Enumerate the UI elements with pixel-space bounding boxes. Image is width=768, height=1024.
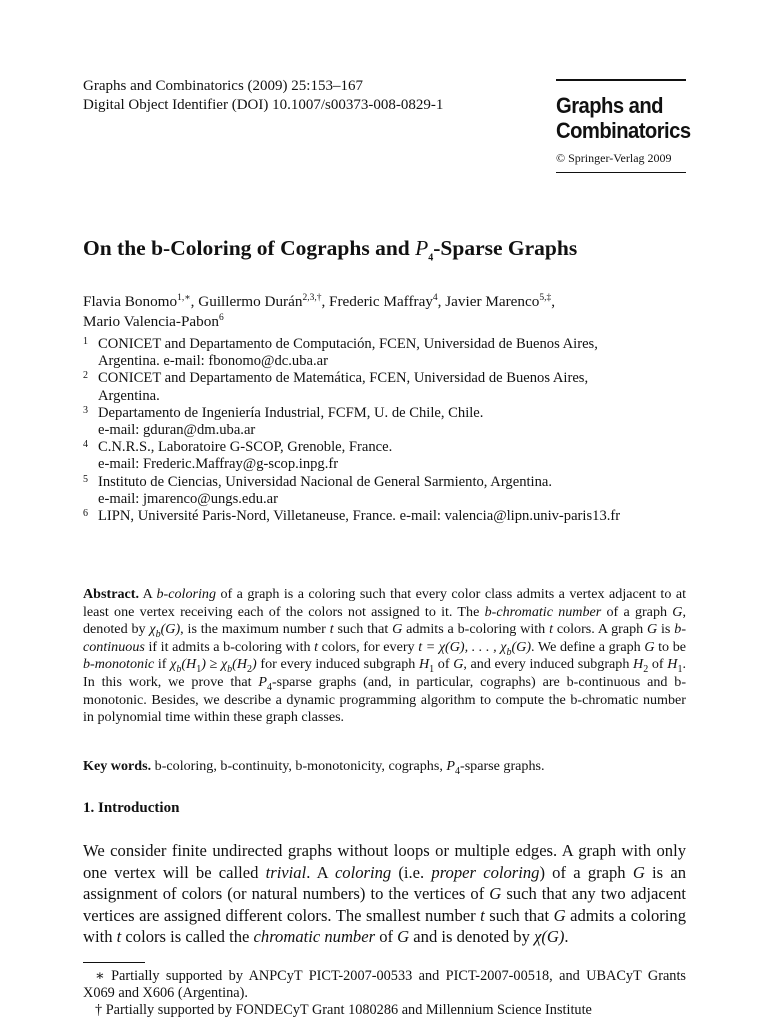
intro-text: (i.e. <box>391 862 432 882</box>
affiliation-item <box>83 336 703 370</box>
abstract-text: , and every induced subgraph <box>463 656 634 673</box>
abstract-math: H <box>418 656 430 673</box>
intro-text: and is denoted by <box>409 927 535 946</box>
affiliation-number: 4 <box>83 439 88 451</box>
affiliation-item <box>83 405 703 439</box>
affiliation-number: 6 <box>83 508 88 520</box>
abstract-term: b-monotonic <box>83 656 155 673</box>
intro-term: trivial <box>265 862 307 882</box>
abstract-math: (G) <box>511 638 532 655</box>
author-name: Flavia Bonomo <box>83 293 178 310</box>
journal-logo-line2: Combinatorics <box>556 118 691 143</box>
doi-line: Digital Object Identifier (DOI) 10.1007/s00373-008-0829-1 <box>83 97 444 113</box>
title-part-2: -Sparse Graphs <box>433 236 578 260</box>
abstract-text: if it admits a b-coloring with <box>144 638 315 655</box>
title-math-p: P <box>415 236 429 260</box>
affiliation-line: e-mail: Frederic.Maffray@g-scop.inpg.fr <box>98 456 339 473</box>
keywords-text: b-coloring, b-continuity, b-monotonicity, cographs, <box>151 758 447 774</box>
abstract-math: H <box>667 656 678 673</box>
abstract-math: (G) <box>160 621 181 638</box>
footnote-text: Partially supported by FONDECyT Grant 1080286 and Millennium Science Institute <box>102 1002 592 1018</box>
abstract-text: A <box>138 586 157 602</box>
abstract <box>83 586 686 727</box>
footnote-mark: ∗ <box>95 968 105 984</box>
keywords-math-sub: 4 <box>455 765 460 777</box>
affiliation-item <box>83 439 703 473</box>
abstract-label: Abstract. <box>83 586 139 602</box>
footnote-divider <box>83 962 145 963</box>
abstract-text: for every induced subgraph <box>256 656 419 673</box>
intro-text: . A <box>306 862 335 882</box>
intro-math: t <box>480 905 485 925</box>
affiliation-line: CONICET and Departamento de Computación, FCEN, Universidad de Buenos Aires, <box>98 336 598 352</box>
abstract-math: G <box>647 621 658 638</box>
abstract-math: (H <box>232 656 248 673</box>
affiliation-number: 1 <box>83 336 88 347</box>
abstract-math: G <box>453 656 464 673</box>
footnote-mark: † <box>95 1002 103 1018</box>
abstract-text: if <box>154 656 171 673</box>
intro-term: chromatic number <box>253 927 376 946</box>
abstract-math-sub: b <box>176 664 182 676</box>
author-affil-mark: 5,‡ <box>539 292 552 303</box>
author-affil-mark: 4 <box>432 292 438 303</box>
abstract-math-sub: 1 <box>429 664 435 676</box>
footnote-item <box>83 1002 686 1019</box>
intro-text: admits a coloring with <box>83 905 687 946</box>
author-name: , Frederic Maffray <box>321 293 433 310</box>
abstract-text: of <box>434 656 454 673</box>
abstract-math: (H <box>181 656 197 673</box>
intro-math: G <box>489 884 502 903</box>
affiliation-line: C.N.R.S., Laboratoire G-SCOP, Grenoble, France. <box>98 439 393 456</box>
section-heading: 1. Introduction <box>83 800 180 816</box>
abstract-text: to be <box>654 638 687 655</box>
intro-math: χ(G) <box>534 927 565 946</box>
intro-text: ) of a graph <box>539 862 633 882</box>
affiliation-line: Argentina. <box>98 387 160 404</box>
abstract-math: χ <box>149 621 156 638</box>
abstract-text: colors. A graph <box>552 621 647 638</box>
intro-term: coloring <box>334 862 392 882</box>
abstract-math-sub: 1 <box>196 664 202 676</box>
abstract-term: b-chromatic number <box>484 603 602 620</box>
abstract-text: . We define a graph <box>531 638 645 655</box>
author-name: , Guillermo Durán <box>190 293 303 310</box>
intro-text: . <box>564 927 569 946</box>
abstract-text: of a graph is a coloring such that every color class admits a vertex adjacent to at least one vertex receiving each of the colors not assigned to it. The <box>83 586 687 620</box>
journal-citation: Graphs and Combinatorics (2009) 25:153–167 <box>83 78 363 94</box>
abstract-math: χ <box>170 656 177 673</box>
affiliation-line: CONICET and Departamento de Matemática, FCEN, Universidad de Buenos Aires, <box>98 370 589 387</box>
author-affil-mark: 2,3,† <box>302 292 322 303</box>
affiliation-line: Instituto de Ciencias, Universidad Nacional de General Sarmiento, Argentina. <box>98 473 553 490</box>
journal-brand <box>556 79 691 173</box>
abstract-math-sub: 2 <box>643 664 649 676</box>
affiliation-line: LIPN, Université Paris-Nord, Villetaneuse, France. e-mail: valencia@lipn.univ-paris13.fr <box>98 508 621 525</box>
paper-title <box>83 236 578 264</box>
footnote-text: Partially supported by ANPCyT PICT-2007-00533 and PICT-2007-00518, and UBACyT Grants X069 and X606 (Argentina). <box>83 968 686 1001</box>
keywords-label: Key words. <box>83 758 152 774</box>
intro-text: of <box>375 927 398 946</box>
author-list <box>83 292 693 332</box>
abstract-term: b-continuous <box>83 621 687 655</box>
abstract-math-sub: 2 <box>247 664 253 676</box>
affiliation-line: e-mail: jmarenco@ungs.edu.ar <box>98 490 278 507</box>
abstract-math-sub: b <box>506 646 512 658</box>
abstract-text: of a graph <box>601 603 673 620</box>
author-name: Mario Valencia-Pabon <box>83 313 219 330</box>
abstract-text: such that <box>333 621 393 638</box>
author-separator: , <box>551 293 555 310</box>
keywords <box>83 757 686 775</box>
intro-math: G <box>553 905 566 925</box>
intro-text: such that <box>484 905 554 925</box>
abstract-text: admits a b-coloring with <box>402 621 550 638</box>
affiliation-item <box>83 508 703 525</box>
keywords-text: -sparse graphs. <box>460 758 545 774</box>
journal-logo-line1: Graphs and <box>556 93 663 118</box>
abstract-math-sub: 1 <box>677 664 683 676</box>
abstract-math: G <box>672 603 683 620</box>
footnotes <box>83 968 686 1019</box>
intro-text: colors is called the <box>121 927 254 946</box>
copyright: © Springer-Verlag 2009 <box>556 151 672 165</box>
affiliation-number: 5 <box>83 473 88 485</box>
abstract-text: , denoted by <box>83 603 686 638</box>
abstract-text: is <box>657 621 675 638</box>
affiliation-number: 3 <box>83 404 88 416</box>
footnote-item <box>83 968 686 1002</box>
abstract-math: ) ≥ χ <box>201 656 228 673</box>
abstract-math-sub: b <box>155 629 161 640</box>
keywords-math: P <box>446 758 455 774</box>
intro-text: We consider finite undirected graphs without loops or multiple edges. A graph with only one vertex will be called <box>83 841 686 882</box>
abstract-text: of <box>648 656 668 673</box>
abstract-math: t <box>329 621 334 638</box>
abstract-math: G <box>392 621 403 638</box>
author-name: , Javier Marenco <box>437 293 540 310</box>
author-affil-mark: 6 <box>218 312 224 323</box>
abstract-text: -sparse graphs (and, in particular, cographs) are b-continuous and b-monotonic. Besides, we describe a dynamic programming algorithm to compute the b-chromatic number in polynomial time within these graph classes. <box>83 673 687 726</box>
abstract-math-sub: 4 <box>266 681 272 693</box>
abstract-math: P <box>258 673 267 690</box>
affiliation-item <box>83 474 703 508</box>
intro-paragraph <box>83 840 686 948</box>
intro-math: G <box>397 927 410 946</box>
author-affil-mark: 1,∗ <box>177 292 191 303</box>
abstract-math: ) <box>252 656 257 673</box>
abstract-math: G <box>644 638 655 655</box>
abstract-text: . In this work, we prove that <box>83 656 686 690</box>
abstract-math: t <box>314 638 319 655</box>
affiliation-line: e-mail: gduran@dm.uba.ar <box>98 422 256 439</box>
abstract-math: t <box>549 621 553 638</box>
affiliation-number: 2 <box>83 370 88 382</box>
abstract-text: colors, for every <box>318 638 419 655</box>
intro-text: such that any two adjacent vertices are assigned different colors. The smallest number <box>83 884 686 925</box>
abstract-math: H <box>633 656 644 673</box>
abstract-math: t = χ(G), . . . , χ <box>418 638 507 655</box>
abstract-term: b-coloring <box>156 586 216 602</box>
intro-text: is an assignment of colors (or natural numbers) to the vertices of <box>83 862 686 903</box>
journal-info <box>83 77 443 115</box>
intro-math: t <box>116 927 122 946</box>
affiliations <box>83 336 703 525</box>
title-math-sub: 4 <box>428 252 434 264</box>
affiliation-line: Departamento de Ingeniería Industrial, FCFM, U. de Chile, Chile. <box>98 404 484 421</box>
title-part-1: On the b-Coloring of Cographs and <box>83 236 416 260</box>
affiliation-item <box>83 370 703 404</box>
abstract-text: , is the maximum number <box>180 621 330 638</box>
affiliation-line: Argentina. e-mail: fbonomo@dc.uba.ar <box>98 353 328 370</box>
intro-math: G <box>632 862 645 882</box>
abstract-math-sub: b <box>227 664 233 676</box>
intro-term: proper coloring <box>431 862 540 882</box>
